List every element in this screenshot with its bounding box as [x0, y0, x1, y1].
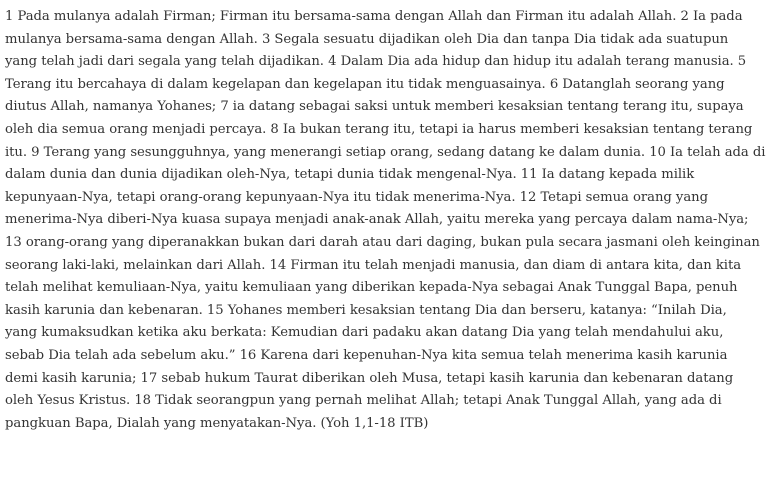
scripture-passage	[5, 6, 767, 435]
text-line: 13 orang-orang yang diperanakkan bukan dari darah atau dari daging, bukan pula secara jasmani oleh keinginan	[5, 234, 760, 250]
text-line: pangkuan Bapa, Dialah yang menyatakan-Nya. (Yoh 1,1-18 ITB)	[5, 415, 429, 431]
text-line: Terang itu bercahaya di dalam kegelapan dan kegelapan itu tidak menguasainya. 6 Datanglah seorang yang	[5, 76, 725, 92]
text-line: yang kumaksudkan ketika aku berkata: Kemudian dari padaku akan datang Dia yang telah mendahului aku,	[5, 325, 724, 341]
text-line: menerima-Nya diberi-Nya kuasa supaya menjadi anak-anak Allah, yaitu mereka yang percaya dalam nama-Nya;	[5, 212, 749, 228]
text-line: diutus Allah, namanya Yohanes; 7 ia datang sebagai saksi untuk memberi kesaksian tentang terang itu, supaya	[5, 99, 744, 115]
text-line: dalam dunia dan dunia dijadikan oleh-Nya, tetapi dunia tidak mengenal-Nya. 11 Ia datang kepada milik	[5, 167, 695, 183]
text-line: yang telah jadi dari segala yang telah dijadikan. 4 Dalam Dia ada hidup dan hidup itu adalah terang manusia. 5	[5, 54, 747, 70]
text-line: mulanya bersama-sama dengan Allah. 3 Segala sesuatu dijadikan oleh Dia dan tanpa Dia tidak ada suatupun	[5, 31, 729, 47]
text-line: kasih karunia dan kebenaran. 15 Yohanes memberi kesaksian tentang Dia dan berseru, katanya: “Inilah Dia,	[5, 302, 727, 318]
text-line: oleh dia semua orang menjadi percaya. 8 Ia bukan terang itu, tetapi ia harus memberi kesaksian tentang terang	[5, 121, 753, 137]
text-line: itu. 9 Terang yang sesungguhnya, yang menerangi setiap orang, sedang datang ke dalam dunia. 10 Ia telah ada di	[5, 144, 766, 160]
text-line: kepunyaan-Nya, tetapi orang-orang kepunyaan-Nya itu tidak menerima-Nya. 12 Tetapi semua orang yang	[5, 189, 708, 205]
text-line: demi kasih karunia; 17 sebab hukum Taurat diberikan oleh Musa, tetapi kasih karunia dan kebenaran datang	[5, 370, 734, 386]
text-line: sebab Dia telah ada sebelum aku.” 16 Karena dari kepenuhan-Nya kita semua telah menerima kasih karunia	[5, 347, 728, 363]
text-line: oleh Yesus Kristus. 18 Tidak seorangpun yang pernah melihat Allah; tetapi Anak Tunggal Allah, yang ada di	[5, 393, 722, 409]
text-line: telah melihat kemuliaan-Nya, yaitu kemuliaan yang diberikan kepada-Nya sebagai Anak Tunggal Bapa, penuh	[5, 280, 738, 296]
text-line: 1 Pada mulanya adalah Firman; Firman itu bersama-sama dengan Allah dan Firman itu adalah Allah. 2 Ia pada	[5, 9, 743, 24]
text-line: seorang laki-laki, melainkan dari Allah. 14 Firman itu telah menjadi manusia, dan diam di antara kita, dan kita	[5, 257, 742, 273]
